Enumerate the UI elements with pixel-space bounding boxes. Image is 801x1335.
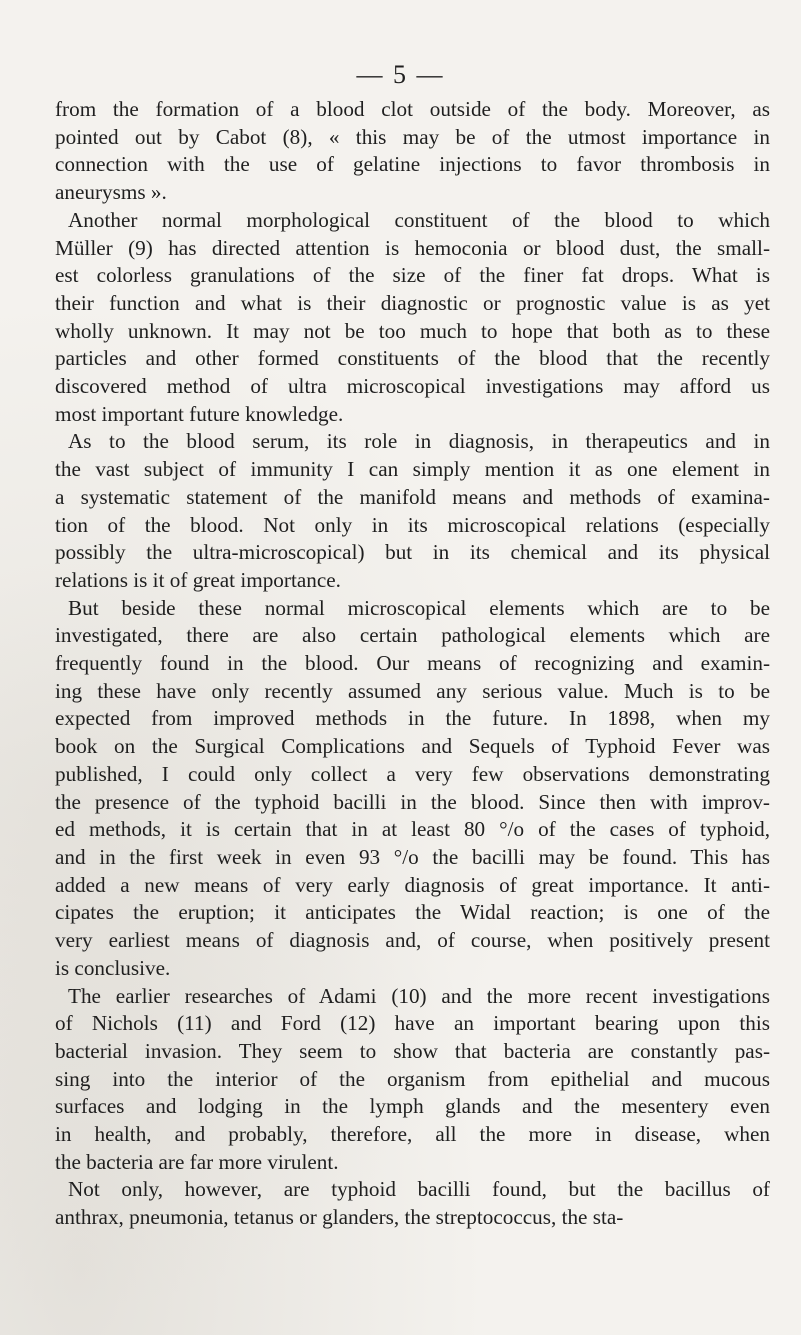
text-line: ed methods, it is certain that in at least 80 °/o of the cases of typhoid, (55, 817, 770, 842)
text-line: tion of the blood. Not only in its microscopical relations (especially (55, 512, 770, 537)
text-line: their function and what is their diagnostic or prognostic value is as yet (55, 290, 770, 315)
text-line: possibly the ultra-microscopical) but in its chemical and its physical (55, 540, 770, 565)
paragraph (55, 207, 770, 429)
text-line: investigated, there are also certain pathological elements which are (55, 623, 770, 648)
text-line: Not only, however, are typhoid bacilli found, but the bacillus of (68, 1177, 770, 1202)
text-line: Another normal morphological constituent of the blood to which (68, 207, 770, 232)
text-line: Müller (9) has directed attention is hemoconia or blood dust, the small- (55, 235, 770, 260)
text-line: surfaces and lodging in the lymph glands and the mesentery even (55, 1094, 770, 1119)
text-line: est colorless granulations of the size of the finer fat drops. What is (55, 263, 770, 288)
text-line: aneurysms ». (55, 180, 167, 205)
text-line: of Nichols (11) and Ford (12) have an important bearing upon this (55, 1011, 770, 1036)
text-line: most important future knowledge. (55, 401, 344, 426)
text-line: bacterial invasion. They seem to show that bacteria are constantly pas- (55, 1038, 770, 1063)
text-line: a systematic statement of the manifold means and methods of examina- (55, 484, 770, 509)
text-line: As to the blood serum, its role in diagnosis, in therapeutics and in (68, 429, 770, 454)
text-line: the vast subject of immunity I can simply mention it as one element in (55, 457, 770, 482)
text-line: added a new means of very early diagnosis of great importance. It anti- (55, 872, 770, 897)
text-line: cipates the eruption; it anticipates the Widal reaction; is one of the (55, 900, 770, 925)
text-line: and in the first week in even 93 °/o the bacilli may be found. This has (55, 844, 770, 869)
text-line: is conclusive. (55, 955, 171, 980)
text-line: relations is it of great importance. (55, 567, 341, 592)
text-line: ing these have only recently assumed any serious value. Much is to be (55, 678, 770, 703)
paragraph (55, 983, 770, 1177)
paragraph (55, 96, 770, 207)
text-line: very earliest means of diagnosis and, of course, when positively present (55, 928, 770, 953)
text-line: But beside these normal microscopical elements which are to be (68, 595, 770, 620)
text-line: expected from improved methods in the future. In 1898, when my (55, 706, 770, 731)
text-line: published, I could only collect a very few observations demonstrating (55, 761, 770, 786)
text-line: The earlier researches of Adami (10) and the more recent investigations (68, 983, 770, 1008)
paragraph (55, 595, 770, 983)
text-line: anthrax, pneumonia, tetanus or glanders, the streptococcus, the sta- (55, 1205, 624, 1230)
body-text (55, 96, 770, 1232)
text-line: from the formation of a blood clot outside of the body. Moreover, as (55, 97, 770, 121)
text-line: particles and other formed constituents of the blood that the recently (55, 346, 770, 371)
text-line: the presence of the typhoid bacilli in the blood. Since then with improv- (55, 789, 770, 814)
text-line: the bacteria are far more virulent. (55, 1149, 339, 1174)
paragraph (55, 428, 770, 594)
text-line: frequently found in the blood. Our means of recognizing and examin- (55, 651, 770, 676)
text-line: pointed out by Cabot (8), « this may be of the utmost importance in (55, 124, 770, 149)
text-line: sing into the interior of the organism from epithelial and mucous (55, 1066, 770, 1091)
paragraph (55, 1176, 770, 1231)
text-line: wholly unknown. It may not be too much to hope that both as to these (55, 318, 770, 343)
text-line: connection with the use of gelatine injections to favor thrombosis in (55, 152, 770, 177)
text-line: book on the Surgical Complications and Sequels of Typhoid Fever was (55, 734, 770, 759)
page-number: — 5 — (356, 60, 445, 89)
text-line: discovered method of ultra microscopical investigations may afford us (55, 374, 770, 399)
text-line: in health, and probably, therefore, all the more in disease, when (55, 1122, 770, 1147)
